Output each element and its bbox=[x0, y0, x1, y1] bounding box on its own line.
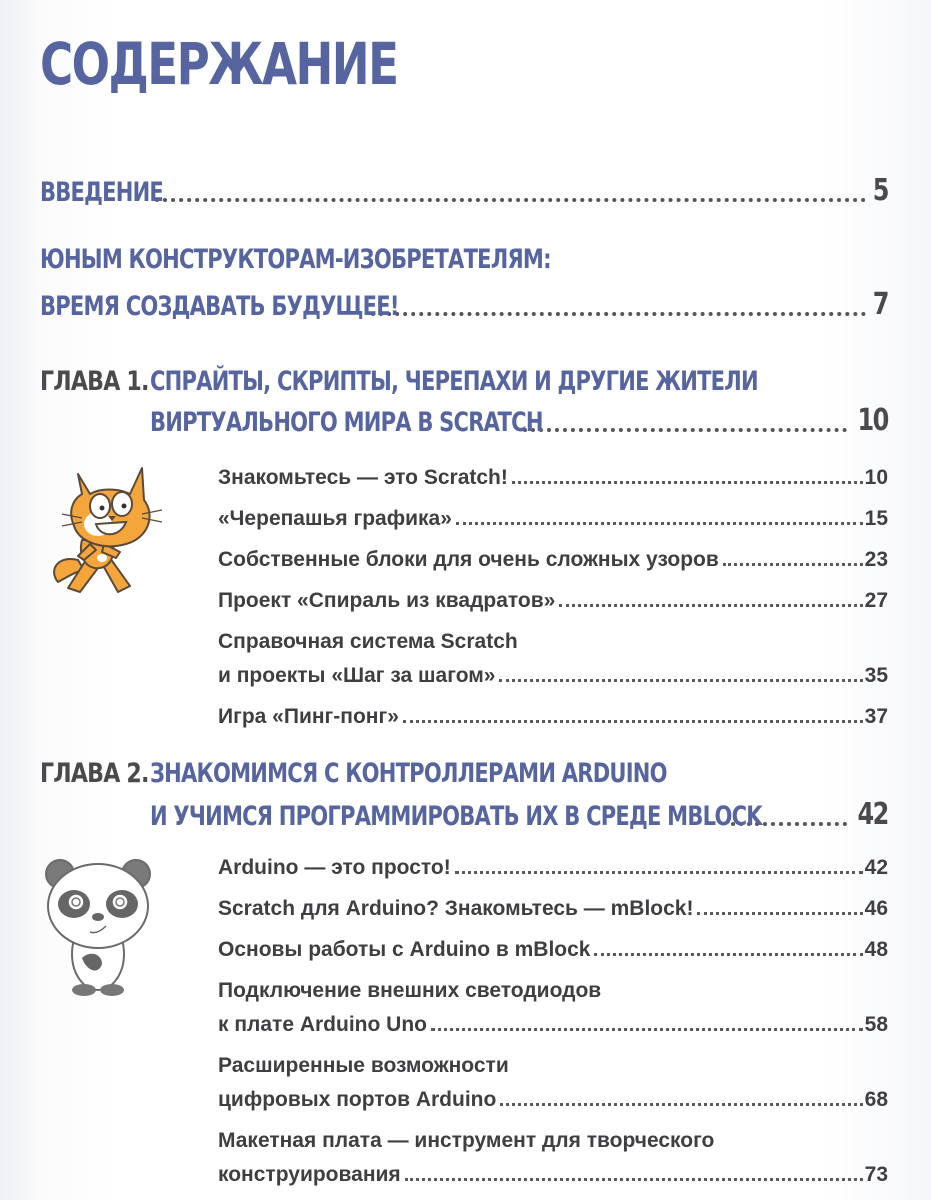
entry-title: Проект «Спираль из квадратов» bbox=[218, 589, 556, 612]
dot-leader bbox=[723, 563, 863, 566]
dot-leader bbox=[523, 428, 847, 432]
entry-title-line2: к плате Arduino Uno bbox=[218, 1013, 427, 1036]
page-number: 42 bbox=[857, 797, 888, 832]
toc-entry-young-inventors[interactable] bbox=[40, 282, 888, 322]
dot-leader bbox=[155, 198, 866, 202]
entry-title: Основы работы с Arduino в mBlock bbox=[218, 938, 591, 961]
entry-title: И УЧИМСЯ ПРОГРАММИРОВАТЬ ИХ В СРЕДЕ MBLOCK bbox=[150, 801, 762, 832]
toc-entry[interactable] bbox=[218, 501, 888, 531]
dot-leader bbox=[456, 522, 863, 525]
dot-leader bbox=[499, 679, 862, 682]
page-number: 27 bbox=[864, 589, 888, 612]
entry-title-line1: Макетная плата — инструмент для творческого bbox=[218, 1129, 715, 1152]
dot-leader bbox=[594, 953, 862, 956]
panda-icon bbox=[38, 850, 158, 1010]
page-title: СОДЕРЖАНИЕ bbox=[40, 30, 398, 98]
toc-entry[interactable] bbox=[218, 891, 888, 921]
toc-entry[interactable] bbox=[218, 699, 888, 729]
entry-title: ВРЕМЯ СОЗДАВАТЬ БУДУЩЕЕ! bbox=[40, 291, 399, 322]
dot-leader bbox=[697, 912, 862, 915]
entry-title: ВИРТУАЛЬНОГО МИРА В SCRATCH bbox=[150, 407, 543, 438]
entry-title-line2: конструирования bbox=[218, 1163, 401, 1186]
chapter-1-title-line1[interactable]: СПРАЙТЫ, СКРИПТЫ, ЧЕРЕПАХИ И ДРУГИЕ ЖИТЕЛИ bbox=[150, 366, 758, 397]
toc-entry-young-inventors-line1[interactable]: ЮНЫМ КОНСТРУКТОРАМ-ИЗОБРЕТАТЕЛЯМ: bbox=[40, 244, 551, 275]
page-number: 37 bbox=[864, 705, 888, 728]
page-number: 10 bbox=[864, 466, 888, 489]
entry-title-line1: Подключение внешних светодиодов bbox=[218, 979, 602, 1002]
entry-title: Arduino — это просто! bbox=[218, 856, 451, 879]
page-number: 35 bbox=[864, 664, 888, 687]
entry-title: «Черепашья графика» bbox=[218, 507, 452, 530]
chapter-1-label: ГЛАВА 1. bbox=[40, 366, 149, 397]
page-number: 23 bbox=[864, 548, 888, 571]
chapter-2-title-line1[interactable]: ЗНАКОМИМСЯ С КОНТРОЛЛЕРАМИ ARDUINO bbox=[150, 758, 667, 789]
page-number: 58 bbox=[864, 1013, 888, 1036]
toc-entry[interactable] bbox=[218, 850, 888, 880]
entry-title-line1: Расширенные возможности bbox=[218, 1054, 509, 1077]
toc-entry[interactable] bbox=[218, 973, 888, 1037]
scratch-cat-icon bbox=[38, 460, 178, 600]
chapter-2-label: ГЛАВА 2. bbox=[40, 758, 149, 789]
entry-title: Знакомьтесь — это Scratch! bbox=[218, 466, 508, 489]
entry-title: Собственные блоки для очень сложных узоров bbox=[218, 548, 719, 571]
chapter-2-sections bbox=[218, 850, 888, 1187]
page-number: 10 bbox=[857, 403, 888, 438]
entry-title: Игра «Пинг-понг» bbox=[218, 705, 399, 728]
page-number: 48 bbox=[864, 938, 888, 961]
dot-leader bbox=[371, 312, 866, 316]
page-number: 15 bbox=[864, 507, 888, 530]
toc-entry[interactable] bbox=[218, 583, 888, 613]
toc-entry-chapter-1[interactable] bbox=[150, 398, 888, 438]
dot-leader bbox=[405, 1178, 863, 1181]
dot-leader bbox=[500, 1103, 862, 1106]
page-number: 73 bbox=[864, 1163, 888, 1186]
entry-title-line2: и проекты «Шаг за шагом» bbox=[218, 664, 496, 687]
page-number: 46 bbox=[864, 897, 888, 920]
page-number: 68 bbox=[864, 1088, 888, 1111]
page-number: 42 bbox=[864, 856, 888, 879]
dot-leader bbox=[403, 720, 863, 723]
toc-entry[interactable] bbox=[218, 624, 888, 688]
page-number: 7 bbox=[872, 287, 888, 322]
dot-leader bbox=[431, 1028, 863, 1031]
toc-entry-chapter-2[interactable] bbox=[150, 792, 888, 832]
toc-entry-introduction[interactable] bbox=[40, 168, 888, 208]
dot-leader bbox=[455, 871, 863, 874]
entry-title: ВВЕДЕНИЕ bbox=[40, 177, 164, 208]
chapter-1-sections bbox=[218, 460, 888, 729]
toc-entry[interactable] bbox=[218, 460, 888, 490]
dot-leader bbox=[512, 481, 863, 484]
page-number: 5 bbox=[872, 173, 888, 208]
toc-entry[interactable] bbox=[218, 542, 888, 572]
toc-entry[interactable] bbox=[218, 1048, 888, 1112]
toc-entry[interactable] bbox=[218, 932, 888, 962]
dot-leader bbox=[559, 604, 862, 607]
entry-title-line2: цифровых портов Arduino bbox=[218, 1088, 497, 1111]
toc-entry[interactable] bbox=[218, 1123, 888, 1187]
entry-title-line1: Справочная система Scratch bbox=[218, 630, 518, 653]
entry-title: Scratch для Arduino? Знакомьтесь — mBlock! bbox=[218, 897, 694, 920]
